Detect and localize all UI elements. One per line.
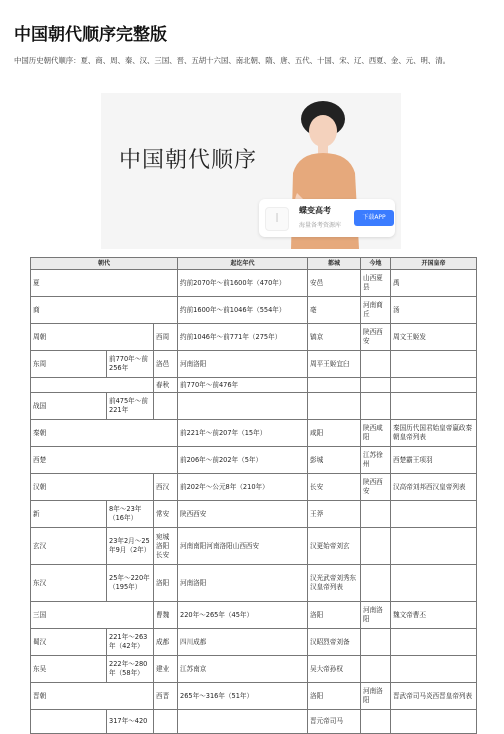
table-cell: 西周 <box>154 324 178 351</box>
table-cell: 禹 <box>391 270 477 297</box>
table-row <box>31 297 477 324</box>
table-cell: 汉更始帝刘玄 <box>308 528 361 565</box>
table-cell: 前475年～前221年 <box>107 393 154 420</box>
table-cell: 宛城洛阳长安 <box>154 528 178 565</box>
table-cell <box>391 656 477 683</box>
table-row <box>31 420 477 447</box>
banner-image <box>101 93 401 249</box>
table-cell: 战国 <box>31 393 107 420</box>
table-cell: 前770年～前476年 <box>178 378 308 393</box>
table-cell: 安邑 <box>308 270 361 297</box>
table-cell: 河南南阳河南洛阳山西西安 <box>178 528 308 565</box>
table-cell: 317年～420 <box>107 710 154 734</box>
table-row <box>31 270 477 297</box>
table-cell: 前206年～前202年（5年） <box>178 447 308 474</box>
table-cell: 23年2月～25年9月（2年） <box>107 528 154 565</box>
table-cell: 晋元帝司马 <box>308 710 361 734</box>
table-cell: 265年～316年（51年） <box>178 683 308 710</box>
table-cell: 魏文帝曹丕 <box>391 602 477 629</box>
table-cell: 汉昭烈帝刘备 <box>308 629 361 656</box>
table-cell: 曹魏 <box>154 602 178 629</box>
table-row <box>31 447 477 474</box>
table-cell: 西楚霸王项羽 <box>391 447 477 474</box>
table-row <box>31 501 477 528</box>
table-row <box>31 683 477 710</box>
table-cell: 222年～280年（58年） <box>107 656 154 683</box>
table-row <box>31 602 477 629</box>
table-cell: 周朝 <box>31 324 154 351</box>
table-cell: 前770年～前256年 <box>107 351 154 378</box>
table-cell: 洛阳 <box>308 602 361 629</box>
table-cell: 约前1046年～前771年（275年） <box>178 324 308 351</box>
table-cell: 长安 <box>308 474 361 501</box>
table-cell <box>178 393 308 420</box>
table-cell <box>391 351 477 378</box>
table-cell <box>391 565 477 602</box>
table-row <box>31 378 477 393</box>
table-cell: 晋朝 <box>31 683 154 710</box>
table-cell: 周平王姬宜臼 <box>308 351 361 378</box>
table-cell: 王莽 <box>308 501 361 528</box>
table-cell: 河南洛阳 <box>178 565 308 602</box>
table-cell: 东汉 <box>31 565 107 602</box>
app-name: 蝶变高考 <box>299 206 331 215</box>
table-cell: 汤 <box>391 297 477 324</box>
table-cell: 河南商丘 <box>361 297 391 324</box>
table-row <box>31 710 477 734</box>
table-cell: 8年～23年（16年） <box>107 501 154 528</box>
table-cell: 东周 <box>31 351 107 378</box>
table-cell: 河南洛阳 <box>361 602 391 629</box>
table-cell: 咸阳 <box>308 420 361 447</box>
table-cell: 约前2070年～前1600年（470年） <box>178 270 308 297</box>
table-cell: 山西夏县 <box>361 270 391 297</box>
table-cell <box>391 629 477 656</box>
table-cell: 秦国历代国君始皇帝嬴政秦朝皇帝列表 <box>391 420 477 447</box>
table-cell: 夏 <box>31 270 178 297</box>
table-cell <box>308 378 361 393</box>
table-cell: 陕西西安 <box>178 501 308 528</box>
table-body <box>31 270 477 734</box>
table-cell: 江苏南京 <box>178 656 308 683</box>
table-cell: 建业 <box>154 656 178 683</box>
table-cell: 东吴 <box>31 656 107 683</box>
app-logo-icon: | <box>265 207 289 231</box>
intro-paragraph: 中国历史朝代顺序：夏、商、周、秦、汉、三国、晋、五胡十六国、南北朝、隋、唐、五代、十国、宋、辽、西夏、金、元、明、清。 <box>14 56 451 65</box>
table-cell <box>391 710 477 734</box>
col-header-capital: 都城 <box>308 258 361 270</box>
table-cell: 江苏徐州 <box>361 447 391 474</box>
table-cell: 陕西西安 <box>361 324 391 351</box>
table-cell: 220年～265年（45年） <box>178 602 308 629</box>
table-cell: 西晋 <box>154 683 178 710</box>
table-cell: 西汉 <box>154 474 178 501</box>
table-cell <box>361 528 391 565</box>
table-cell: 汉高帝刘邦西汉皇帝列表 <box>391 474 477 501</box>
table-cell <box>31 710 107 734</box>
banner-title: 中国朝代顺序 <box>119 148 258 173</box>
table-cell <box>154 710 178 734</box>
table-cell: 吴大帝孙权 <box>308 656 361 683</box>
table-cell <box>361 393 391 420</box>
table-cell <box>361 710 391 734</box>
table-cell: 洛阳 <box>154 565 178 602</box>
table-cell <box>361 565 391 602</box>
table-cell: 陕西咸阳 <box>361 420 391 447</box>
app-subtitle: 海量备考资源库 <box>299 222 342 229</box>
table-cell <box>391 501 477 528</box>
table-cell: 约前1600年～前1046年（554年） <box>178 297 308 324</box>
table-cell: 河南洛阳 <box>178 351 308 378</box>
table-cell: 周文王姬发 <box>391 324 477 351</box>
table-row <box>31 528 477 565</box>
page-title: 中国朝代顺序完整版 <box>14 25 167 45</box>
col-header-period: 起讫年代 <box>178 258 308 270</box>
table-cell <box>308 393 361 420</box>
table-row <box>31 393 477 420</box>
table-cell: 秦朝 <box>31 420 178 447</box>
table-cell: 亳 <box>308 297 361 324</box>
table-cell: 晋武帝司马炎西晋皇帝列表 <box>391 683 477 710</box>
table-row <box>31 656 477 683</box>
table-cell: 常安 <box>154 501 178 528</box>
table-cell: 前202年～公元8年（210年） <box>178 474 308 501</box>
table-cell <box>361 629 391 656</box>
table-cell: 蜀汉 <box>31 629 107 656</box>
col-header-present-location: 今地 <box>361 258 391 270</box>
table-cell <box>178 710 308 734</box>
table-cell: 25年～220年（195年） <box>107 565 154 602</box>
app-promo-card[interactable] <box>259 199 395 237</box>
table-row <box>31 629 477 656</box>
table-cell: 汉光武帝刘秀东汉皇帝列表 <box>308 565 361 602</box>
col-header-founding-emperor: 开国皇帝 <box>391 258 477 270</box>
table-cell <box>391 528 477 565</box>
table-cell: 河南洛阳 <box>361 683 391 710</box>
table-cell <box>361 501 391 528</box>
table-cell: 玄汉 <box>31 528 107 565</box>
table-cell <box>361 351 391 378</box>
table-header-row <box>31 258 477 270</box>
table-cell: 成都 <box>154 629 178 656</box>
table-cell: 洛阳 <box>308 683 361 710</box>
table-cell: 春秋 <box>154 378 178 393</box>
table-cell: 三国 <box>31 602 154 629</box>
table-cell <box>361 378 391 393</box>
table-row <box>31 474 477 501</box>
table-row <box>31 324 477 351</box>
table-cell <box>391 378 477 393</box>
download-app-button[interactable]: 下载APP <box>354 210 394 226</box>
table-cell <box>391 393 477 420</box>
table-cell: 四川成都 <box>178 629 308 656</box>
table-row <box>31 565 477 602</box>
table-cell: 陕西西安 <box>361 474 391 501</box>
table-cell: 洛邑 <box>154 351 178 378</box>
table-cell: 汉朝 <box>31 474 154 501</box>
table-row <box>31 351 477 378</box>
table-cell <box>361 656 391 683</box>
table-cell: 前221年～前207年（15年） <box>178 420 308 447</box>
table-cell: 彭城 <box>308 447 361 474</box>
table-cell: 新 <box>31 501 107 528</box>
table-cell: 西楚 <box>31 447 178 474</box>
table-cell <box>154 393 178 420</box>
table-cell: 镐京 <box>308 324 361 351</box>
dynasty-table <box>30 257 477 734</box>
table-cell: 商 <box>31 297 178 324</box>
table-cell <box>31 378 154 393</box>
col-header-dynasty: 朝代 <box>31 258 178 270</box>
table-cell: 221年～263年（42年） <box>107 629 154 656</box>
